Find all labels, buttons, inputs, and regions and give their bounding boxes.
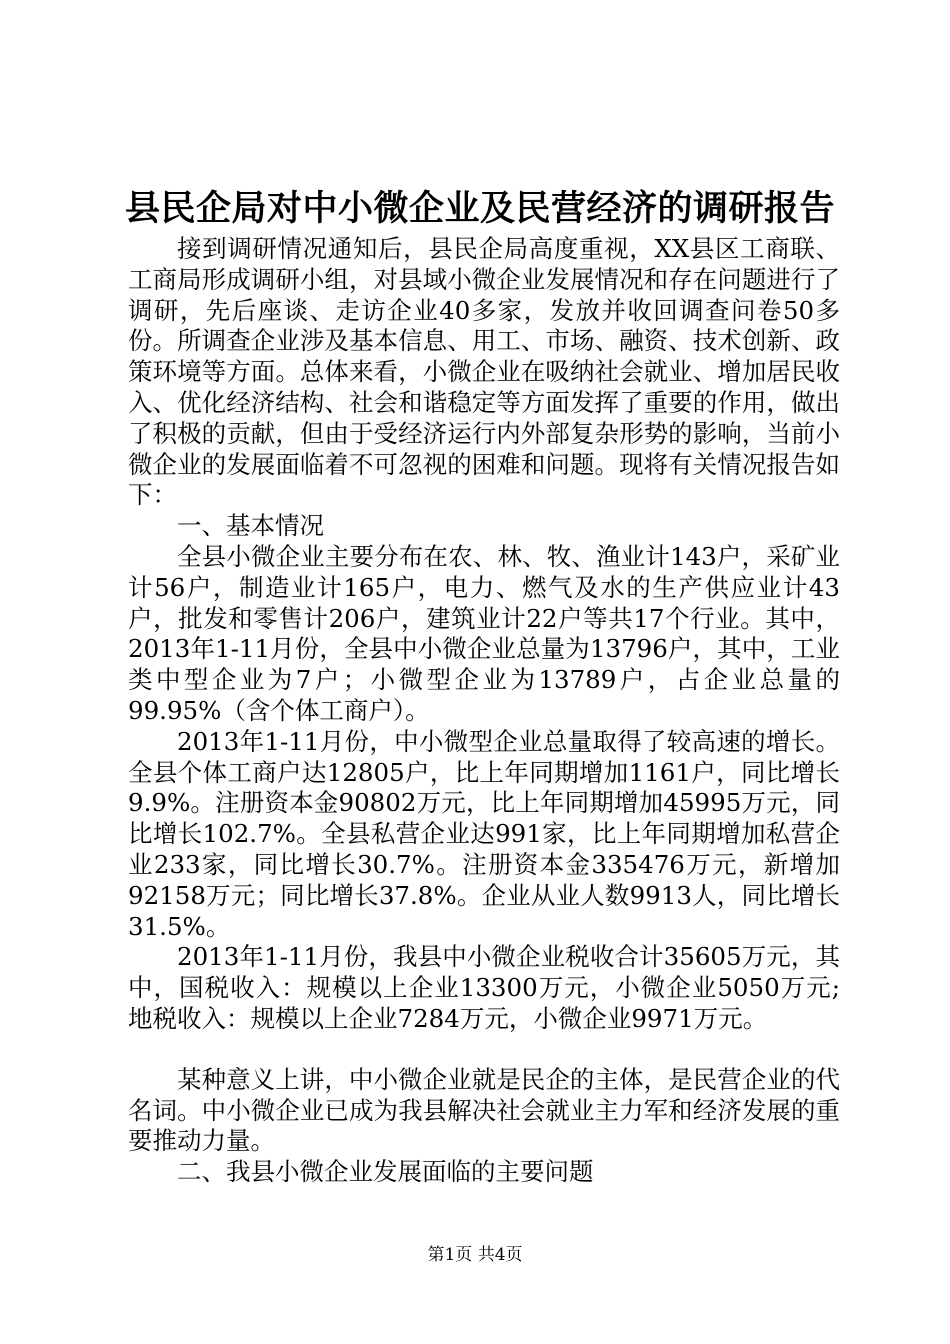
significance-paragraph: 某种意义上讲，中小微企业就是民企的主体，是民营企业的代名词。中小微企业已成为我县解决社会就业主力军和经济发展的重要推动力量。	[128, 1064, 840, 1156]
tax-paragraph: 2013年1-11月份，我县中小微企业税收合计35605万元，其中，国税收入：规模以上企业13300万元，小微企业5050万元;地税收入：规模以上企业7284万元，小微企业9971万元。	[128, 942, 840, 1033]
growth-paragraph: 2013年1-11月份，中小微型企业总量取得了较高速的增长。全县个体工商户达12805户，比上年同期增加1161户，同比增长9.9%。注册资本金90802万元，比上年同期增加45995万元，同比增长102.7%。全县私营企业达991家，比上年同期增加私营企业233家，同比增长30.7%。注册资本金335476万元，新增加92158万元；同比增长37.8%。企业从业人数9913人，同比增长31.5%。	[128, 726, 840, 941]
paragraph-spacer	[128, 1035, 840, 1065]
section-heading-problems: 二、我县小微企业发展面临的主要问题	[177, 1157, 594, 1187]
document-title: 县民企局对中小微企业及民营经济的调研报告	[124, 188, 835, 229]
section-heading-basic: 一、基本情况	[177, 511, 324, 541]
document-body	[128, 234, 840, 1188]
page-number-footer: 第1页 共4页	[427, 1245, 523, 1265]
industry-distribution-paragraph: 全县小微企业主要分布在农、林、牧、渔业计143户，采矿业计56户，制造业计165户，电力、燃气及水的生产供应业计43户，批发和零售计206户，建筑业计22户等共17个行业。其中，2013年1-11月份，全县中小微企业总量为13796户，其中，工业类中型企业为7户；小微型企业为13789户，占企业总量的99.95%（含个体工商户）。	[128, 541, 840, 725]
intro-paragraph: 接到调研情况通知后，县民企局高度重视，XX县区工商联、工商局形成调研小组，对县域小微企业发展情况和存在问题进行了调研，先后座谈、走访企业40多家，发放并收回调查问卷50多份。所调查企业涉及基本信息、用工、市场、融资、技术创新、政策环境等方面。总体来看，小微企业在吸纳社会就业、增加居民收入、优化经济结构、社会和谐稳定等方面发挥了重要的作用，做出了积极的贡献，但由于受经济运行内外部复杂形势的影响，当前小微企业的发展面临着不可忽视的困难和问题。现将有关情况报告如下：	[128, 234, 840, 510]
